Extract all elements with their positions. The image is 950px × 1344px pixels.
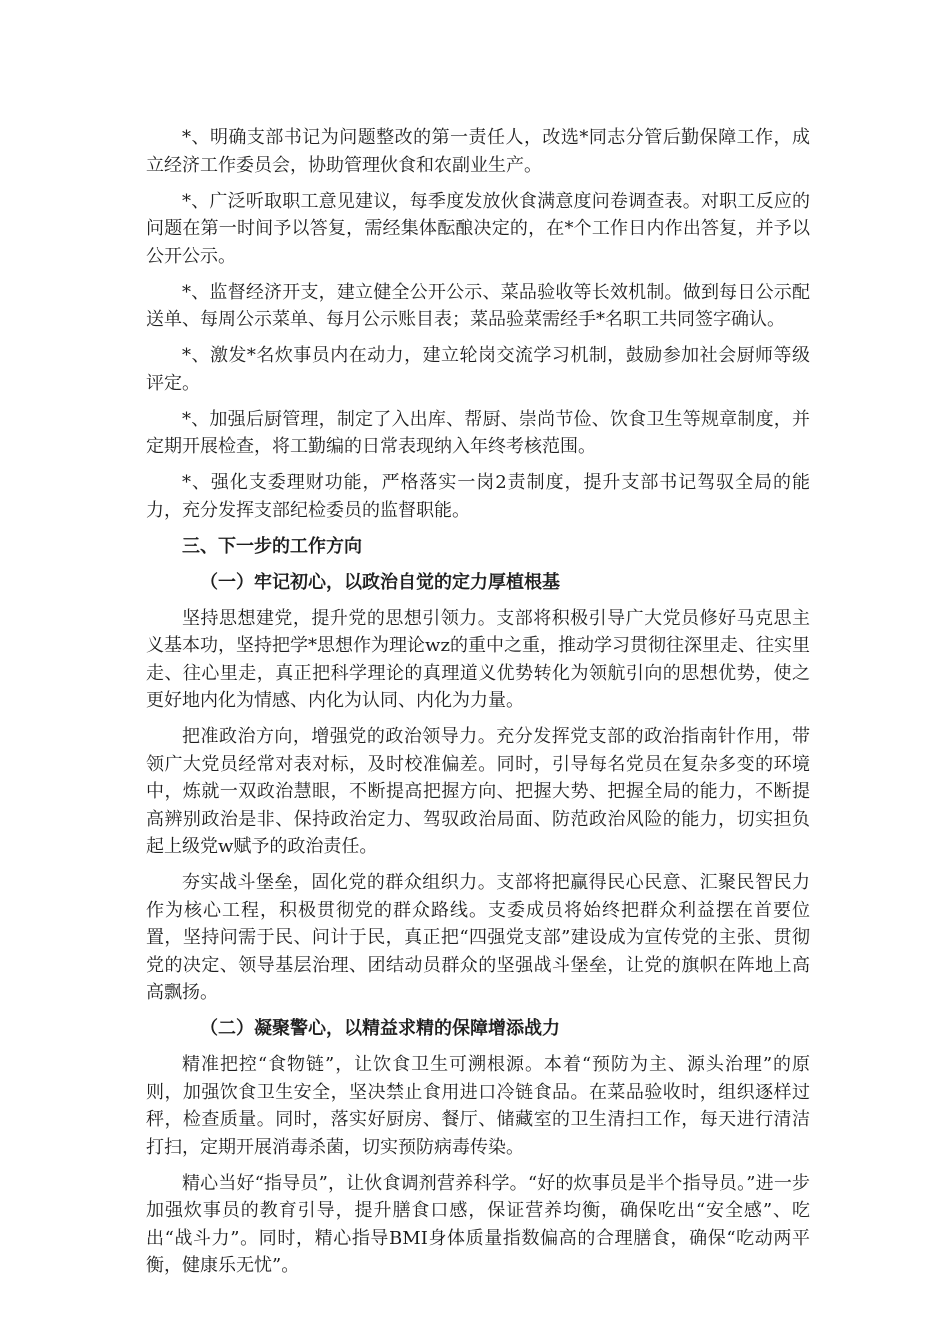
measure-item-1: *、明确支部书记为问题整改的第一责任人，改选*同志分管后勤保障工作，成立经济工作委员会，协助管理伙食和农副业生产。	[146, 127, 810, 176]
measure-item-5: *、加强后厨管理，制定了入出库、帮厨、崇尚节俭、饮食卫生等规章制度，并定期开展检查，将工勤编的日常表现纳入年终考核范围。	[146, 408, 810, 457]
measure-item-3: *、监督经济开支，建立健全公开公示、菜品验收等长效机制。做到每日公示配送单、每周公示菜单、每月公示账目表；菜品验菜需经手*名职工共同签字确认。	[146, 281, 810, 330]
paragraph-organizational: 夯实战斗堡垒，固化党的群众组织力。支部将把赢得民心民意、汇聚民智民力作为核心工程，积极贯彻党的群众路线。支委成员将始终把群众利益摆在首要位置，坚持问需于民、问计于民，真正把“四强党支部”建设成为宣传党的主张、贯彻党的决定、领导基层治理、团结动员群众的坚强战斗堡垒，让党的旗帜在阵地上高高飘扬。	[146, 872, 810, 1003]
paragraph-political: 把准政治方向，增强党的政治领导力。充分发挥党支部的政治指南针作用，带领广大党员经常对表对标，及时校准偏差。同时，引导每名党员在复杂多变的环境中，炼就一双政治慧眼，不断提高把握方向、把握大势、把握全局的能力，不断提高辨别政治是非、保持政治定力、驾驭政治局面、防范政治风险的能力，切实担负起上级党w赋予的政治责任。	[146, 726, 810, 857]
subsection-heading-1: （一）牢记初心，以政治自觉的定力厚植根基	[200, 571, 560, 593]
subsection-heading-2: （二）凝聚警心，以精益求精的保障增添战力	[200, 1018, 560, 1039]
measure-item-2: *、广泛听取职工意见建议，每季度发放伙食满意度问卷调查表。对职工反应的问题在第一时间予以答复，需经集体酝酿决定的，在*个工作日内作出答复，并予以公开公示。	[146, 190, 810, 267]
paragraph-food-chain: 精准把控“食物链”，让饮食卫生可溯根源。本着“预防为主、源头治理”的原则，加强饮食卫生安全，坚决禁止食用进口冷链食品。在菜品验收时，组织逐样过秤，检查质量。同时，落实好厨房、餐厅、储藏室的卫生清扫工作，每天进行清洁打扫，定期开展消毒杀菌，切实预防病毒传染。	[146, 1054, 810, 1158]
document-body	[146, 124, 810, 1288]
measure-item-4: *、激发*名炊事员内在动力，建立轮岗交流学习机制，鼓励参加社会厨师等级评定。	[146, 345, 810, 394]
paragraph-nutrition: 精心当好“指导员”，让伙食调剂营养科学。“好的炊事员是半个指导员。”进一步加强炊事员的教育引导，提升膳食口感，保证营养均衡，确保吃出“安全感”、吃出“战斗力”。同时，精心指导BMI身体质量指数偏高的合理膳食，确保“吃动两平衡，健康乐无忧”。	[146, 1172, 810, 1276]
measure-item-6: *、强化支委理财功能，严格落实一岗2责制度，提升支部书记驾驭全局的能力，充分发挥支部纪检委员的监督职能。	[146, 472, 810, 521]
paragraph-ideological: 坚持思想建党，提升党的思想引领力。支部将积极引导广大党员修好马克思主义基本功，坚持把学*思想作为理论wz的重中之重，推动学习贯彻往深里走、往实里走、往心里走，真正把科学理论的真理道义优势转化为领航引向的思想优势，使之更好地内化为情感、内化为认同、内化为力量。	[146, 607, 810, 711]
section-heading-next-steps: 三、下一步的工作方向	[182, 535, 362, 557]
